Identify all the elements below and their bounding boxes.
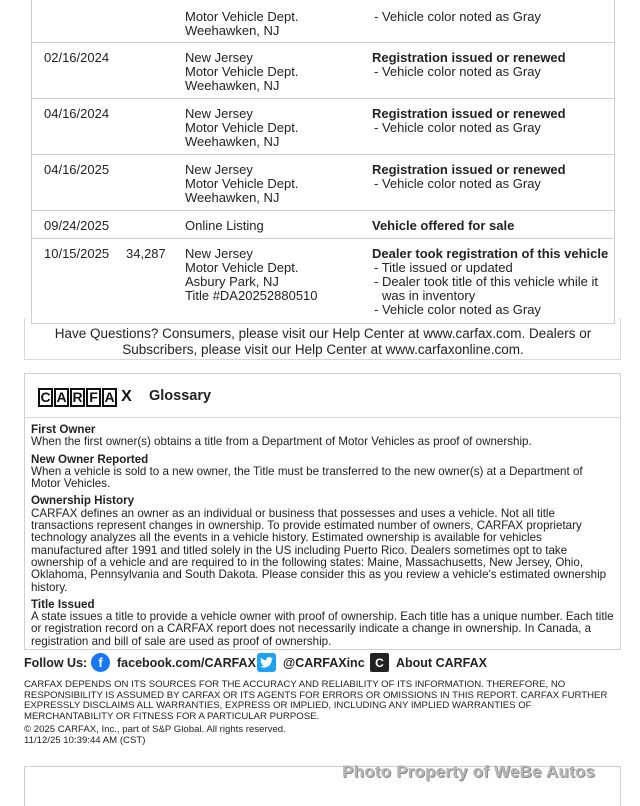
glossary-panel [24, 373, 621, 650]
history-source-line: Motor Vehicle Dept. [185, 176, 299, 191]
history-detail-line: - Vehicle color noted as Gray [374, 64, 541, 79]
history-row [32, 239, 614, 323]
history-source-line: Online Listing [185, 218, 264, 233]
watermark: Photo Property of WeBe Autos [342, 762, 596, 781]
follow-us-bar [24, 652, 621, 674]
follow-us-label: Follow Us: [24, 656, 88, 670]
history-detail-line: - Title issued or updated [374, 260, 513, 275]
carfax-logo-letter: X [121, 388, 132, 405]
history-row [32, 155, 614, 211]
history-details [372, 163, 612, 191]
history-date: 04/16/2025 [44, 162, 110, 177]
history-details [372, 10, 612, 24]
glossary-body [31, 424, 615, 648]
history-source-line: Motor Vehicle Dept. [185, 64, 299, 79]
history-detail-line: - Vehicle color noted as Gray [374, 120, 541, 135]
history-source-line: Title #DA20252880510 [185, 288, 318, 303]
glossary-title: Glossary [149, 388, 212, 404]
twitter-icon [257, 653, 276, 672]
history-details [372, 107, 612, 135]
history-source-line: Asbury Park, NJ [185, 274, 279, 289]
history-source [185, 247, 365, 303]
history-source-line: Motor Vehicle Dept. [185, 260, 299, 275]
glossary-term: Title Issued [31, 597, 95, 611]
report-timestamp: 11/12/25 10:39:44 AM (CST) [24, 735, 146, 746]
history-event-title: Registration issued or renewed [372, 162, 566, 177]
history-table [31, 0, 615, 324]
glossary-header [25, 374, 620, 418]
history-date: 02/16/2024 [44, 50, 110, 65]
glossary-term: First Owner [31, 423, 96, 436]
history-details [372, 219, 612, 233]
about-carfax-label: About CARFAX [396, 655, 487, 670]
history-row [32, 0, 614, 43]
glossary-definition: CARFAX defines an owner as an individual or business that possesses and uses a vehicle. Not all title transactions represent changes in ownership. To provide estimated number of owners, CARFAX proprietary technology analyzes all the events in a vehicle history. Estimated ownership is available for vehicles manufactured after 1991 and titled solely in the US including Puerto Rico. Dealers sometimes opt to take ownership of a vehicle and are required to in the following states: Maine, Massachusetts, New Jersey, Ohio, Oklahoma, Pennsylvania and South Dakota. Please consider this as you review a vehicle's estimated ownership history. [31, 506, 607, 594]
glossary-definition: When a vehicle is sold to a new owner, the Title must be transferred to the new owner(s) at a Department of Motor Vehicles. [31, 464, 583, 491]
history-source-line: Motor Vehicle Dept. [185, 120, 299, 135]
history-source-line: Weehawken, NJ [185, 190, 280, 205]
carfax-logo-letter: F [86, 388, 101, 407]
history-date: 10/15/2025 [44, 246, 110, 261]
history-source-line: New Jersey [185, 162, 253, 177]
history-detail-line: - Vehicle color noted as Gray [374, 9, 541, 24]
history-event-title: Registration issued or renewed [372, 50, 566, 65]
history-source [185, 10, 365, 38]
carfax-logo [38, 386, 135, 408]
history-source-line: New Jersey [185, 50, 253, 65]
carfax-logo-letter: C [38, 388, 53, 407]
history-event-title: Registration issued or renewed [372, 106, 566, 121]
history-detail-line: - Dealer took title of this vehicle while it was in inventory [374, 274, 598, 303]
history-source-line: Weehawken, NJ [185, 23, 280, 38]
carfax-c-icon: C [370, 653, 389, 672]
history-source-line: Weehawken, NJ [185, 134, 280, 149]
facebook-icon: f [91, 653, 110, 672]
history-event-title: Dealer took registration of this vehicle [372, 246, 609, 261]
history-source-line: Weehawken, NJ [185, 78, 280, 93]
copyright-block [24, 724, 616, 746]
history-source [185, 107, 365, 149]
history-odometer: 34,287 [126, 246, 166, 261]
glossary-definition: When the first owner(s) obtains a title from a Department of Motor Vehicles as proof of ownership. [31, 435, 532, 449]
history-source [185, 163, 365, 205]
history-source-line: Motor Vehicle Dept. [185, 9, 299, 24]
glossary-term: New Owner Reported [31, 452, 149, 466]
twitter-link[interactable] [257, 653, 365, 672]
history-row [32, 211, 614, 239]
history-row [32, 99, 614, 155]
glossary-definition: A state issues a title to provide a vehicle owner with proof of ownership. Each title has a unique number. Each title or registration record on a CARFAX report does not necessarily indicate a change in ownership. In Canada, a registration and bill of sale are used as proof of ownership. [31, 610, 614, 648]
history-source [185, 51, 365, 93]
copyright-text: © 2025 CARFAX, Inc., part of S&P Global. All rights reserved. [24, 724, 286, 735]
history-detail-line: - Vehicle color noted as Gray [374, 176, 541, 191]
history-detail-line: - Vehicle color noted as Gray [374, 302, 541, 317]
carfax-logo-letter: R [70, 388, 85, 407]
carfax-logo-letter: A [54, 388, 69, 407]
history-details [372, 247, 612, 317]
history-source-line: New Jersey [185, 246, 253, 261]
glossary-term: Ownership History [31, 494, 135, 508]
history-source-line: New Jersey [185, 106, 253, 121]
history-date: 04/16/2024 [44, 106, 110, 121]
history-source [185, 219, 365, 233]
about-carfax-link[interactable] [370, 653, 487, 672]
carfax-logo-letter: A [102, 388, 117, 407]
help-text: Have Questions? Consumers, please visit our Help Center at www.carfax.com. Dealers or Subscribers, please visit our Help Center at www.carfaxonline.com. [54, 326, 592, 357]
history-date: 09/24/2025 [44, 218, 110, 233]
twitter-link-label: @CARFAXinc [283, 655, 365, 670]
history-row [32, 43, 614, 99]
history-details [372, 51, 612, 79]
facebook-link[interactable] [91, 653, 256, 672]
history-event-title: Vehicle offered for sale [372, 218, 515, 233]
facebook-link-label: facebook.com/CARFAX [117, 655, 256, 670]
disclaimer-text: CARFAX DEPENDS ON ITS SOURCES FOR THE ACCURACY AND RELIABILITY OF ITS INFORMATION. THEREFORE, NO RESPONSIBILITY IS ASSUMED BY CARFAX OR ITS AGENTS FOR ERRORS OR OMISSIONS IN THIS REPORT. CARFAX FURTHER EXPRESSLY DISCLAIMS ALL WARRANTIES, EXPRESS OR IMPLIED, INCLUDING ANY IMPLIED WARRANTIES OF MERCHANTABILITY OR FITNESS FOR A PARTICULAR PURPOSE. [24, 679, 608, 722]
